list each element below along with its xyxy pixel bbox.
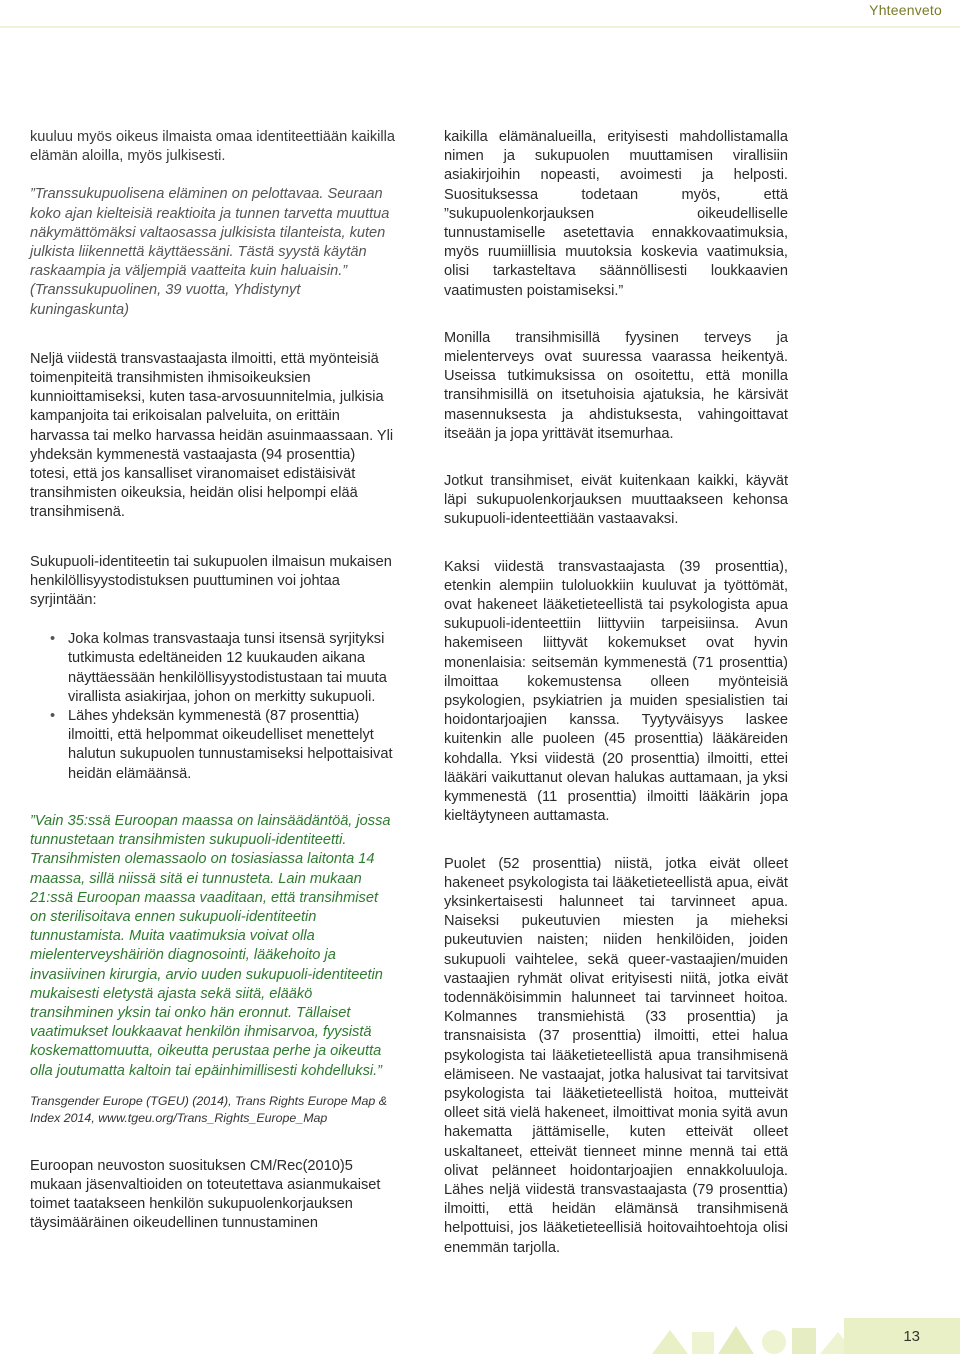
right-paragraph-5: Puolet (52 prosenttia) niistä, jotka eivät olleet hakeneet psykologista tai lääketieteellistä apua, eivät yksinkertaisesti halunneet tai tarvinneet apua. Naiseksi pukeutuvien miesten ja mieheksi pukeutuvien naisten; niiden henkilöiden, joiden sukupuoli vaihtelee, sekä queer-vastaajien/muiden vastaajien ryhmät olivat erityisesti niitä, jotka eivät todennäköisimmin halunneet tai tarvinneet hoitoa. Kolmannes transmiehistä (33 prosenttia) ja transnaisista (37 prosenttia) ilmoitti, ettei halua psykologista tai lääketieteellistä apua transihmisenä elämiseen. Ne vastaajat, jotka halusivat tai tarvitsivat psykologista tai lääketieteellistä hoitoa, mutteivät olleet sitä vielä hakeneet, ilmoittivat monia syitä avun hakematta jättämiselle, kuten etteivät olleet uskaltaneet, etteivät tienneet minne mennä tai että olivat pelänneet hoidontarjoajien ennakkoluuloja. Lähes neljä viidestä transvastaajasta (79 prosenttia) ilmoitti, että heidän elämänsä transihmisenä helpottuisi, jos lääketieteellisiä hoitovaihtoehtoja olisi enemmän tarjolla. [444, 855, 788, 1256]
body-paragraph-2: Sukupuoli-identiteetin tai sukupuolen ilmaisun mukaisen henkilöllisyystodistuksen puuttuminen voi johtaa syrjintään: [30, 553, 392, 609]
right-paragraph-2: Monilla transihmisillä fyysinen terveys ja mielenterveys ovat suuressa vaarassa heikentyä. Useissa tutkimuksissa on osoitettu, että monilla transihmisillä on itsetuhoisia ajatuksia, he kärsivät masennuksesta ja ahdistuksesta, vahingoittavat itseään ja jopa yrittävät itsemurhaa. [444, 329, 788, 442]
list-item: • Lähes yhdeksän kymmenestä (87 prosenttia) ilmoitti, että helpommat oikeudelliset menettelyt halutun sukupuolen tunnustamiseksi helpottaisivat heidän elämäänsä. [50, 707, 398, 784]
intro-paragraph: kuuluu myös oikeus ilmaista omaa identiteettiään kaikilla elämän aloilla, myös julkisesti. [30, 129, 396, 165]
testimonial-text: ”Transsukupuolisena eläminen on pelottavaa. Seuraan koko ajan kielteisiä reaktioita ja tunnen tarvetta muuttua näkymättömäksi valtaosassa julkisista tilanteista, kuten julkista liikennettä käyttäessäni. Tästä syystä käytän raskaampia ja väljempiä vaatteita kuin haluaisin.” [30, 186, 390, 280]
section-title: Yhteenveto [869, 2, 942, 18]
right-paragraph-3: Jotkut transihmiset, eivät kuitenkaan kaikki, käyvät läpi sukupuolenkorjauksen muuttaakseen kehonsa sukupuoli-identeettiään vastaavaksi. [444, 473, 788, 528]
body-paragraph-3: Euroopan neuvoston suosituksen CM/Rec(2010)5 mukaan jäsenvaltioiden on toteutettava asianmukaiset toimet taatakseen henkilön sukupuolenkorjauksen täysimääräinen oikeudellinen tunnustaminen [30, 1157, 381, 1232]
page-number-badge [844, 1318, 960, 1354]
bullet-list [50, 630, 398, 784]
right-paragraph-1: kaikilla elämänalueilla, erityisesti mahdollistamalla nimen ja sukupuolen muuttamisen virallisiin asiakirjoihin nopeasti, avoimesti ja helposti. Suosituksessa todetaan myös, että ”sukupuolenkorjauksen oikeudelliselle tunnustamiselle asetettavia ennakkovaatimuksia, myös ruumiillisia muutoksia koskevia vaatimuksia, olisi tarkasteltava säännöllisesti loukkaavien vaatimusten poistamiseksi.” [444, 129, 788, 299]
green-callout-quote: ”Vain 35:ssä Euroopan maassa on lainsäädäntöä, jossa tunnustetaan transihmisten sukupuoli-identiteetti. Transihmisten olemassaolo on tosiasiassa laitonta 14 maassa, sillä niissä sitä ei tunnusteta. Lain mukaan 21:ssä Euroopan maassa vaaditaan, että transihmiset on sterilisoitava ennen sukupuoli-identiteetin tunnustamista. Muita vaatimuksia voivat olla mielenterveyshäiriön diagnosointi, lääkehoito ja invasiivinen kirurgia, arvio uuden sukupuoli-identiteetin mukaisesti eletystä ajasta sekä siitä, elääkö transihminen yksin tai onko hän eronnut. Tällaiset vaatimukset loukkaavat henkilön ihmisarvoa, fyysistä koskemattomuutta, oikeutta perustaa perhe ja oikeutta olla joutumatta kaltoin tai epäinhimillisesti kohdelluksi.” [30, 812, 391, 1079]
source-citation: Transgender Europe (TGEU) (2014), Trans Rights Europe Map & Index 2014, www.tgeu.org/Trans_Rights_Europe_Map [30, 1093, 387, 1125]
testimonial-quote [30, 185, 398, 319]
page-number: 13 [903, 1328, 920, 1345]
testimonial-attribution: (Transsukupuolinen, 39 vuotta, Yhdistynyt kuningaskunta) [30, 282, 301, 318]
right-column [444, 128, 788, 1258]
header-rule [0, 26, 960, 28]
left-column [30, 128, 398, 1234]
body-paragraph-1: Neljä viidestä transvastaajasta ilmoitti, että myönteisiä toimenpiteitä transihmisten ihmisoikeuksien kunnioittamiseksi, kuten tasa-arvosuunnitelmia, julkisia kampanjoita tai erikoisalan palveluita, on erittäin harvassa tai melko harvassa heidän asuinmaassaan. Yli yhdeksän kymmenestä vastaajasta (94 prosenttia) totesi, että jos kansalliset viranomaiset edistäisivät transihmisten oikeuksia, heidän olisi helpompi elää transihmisenä. [30, 350, 394, 521]
right-paragraph-4: Kaksi viidestä transvastaajasta (39 prosenttia), etenkin alempiin tuloluokkiin kuuluvat ja työttömät, ovat hakeneet lääketieteellistä tai psykologista apua sukupuoli-identeettiin liittyviin tarpeisiinsa. Avun hakemiseen liittyvät kokemukset ovat hyvin monenlaisia: seitsemän kymmenestä (71 prosenttia) ilmoittaa kokemustensa olleen myönteisiä psykologien, psykiatrien ja muiden spesialistien tai hoidontarjoajien kanssa. Tyytyväisyys laskee kuitenkin alle puoleen (45 prosenttia) lääkäreiden kohdalla. Yksi viidestä (20 prosenttia) ilmoitti, ettei lääkäri vaikuttanut olevan halukas auttamaan, ja yksi kymmenestä (11 prosenttia) ilmoitti lääkärin jopa kieltäytyneen auttamasta. [444, 558, 788, 825]
list-item: • Joka kolmas transvastaaja tunsi itsensä syrjityksi tutkimusta edeltäneiden 12 kuukauden aikana näyttäessään henkilöllisyystodistustaan tai muuta virallista asiakirjaa, johon on merkitty sukupuoli. [50, 630, 398, 707]
